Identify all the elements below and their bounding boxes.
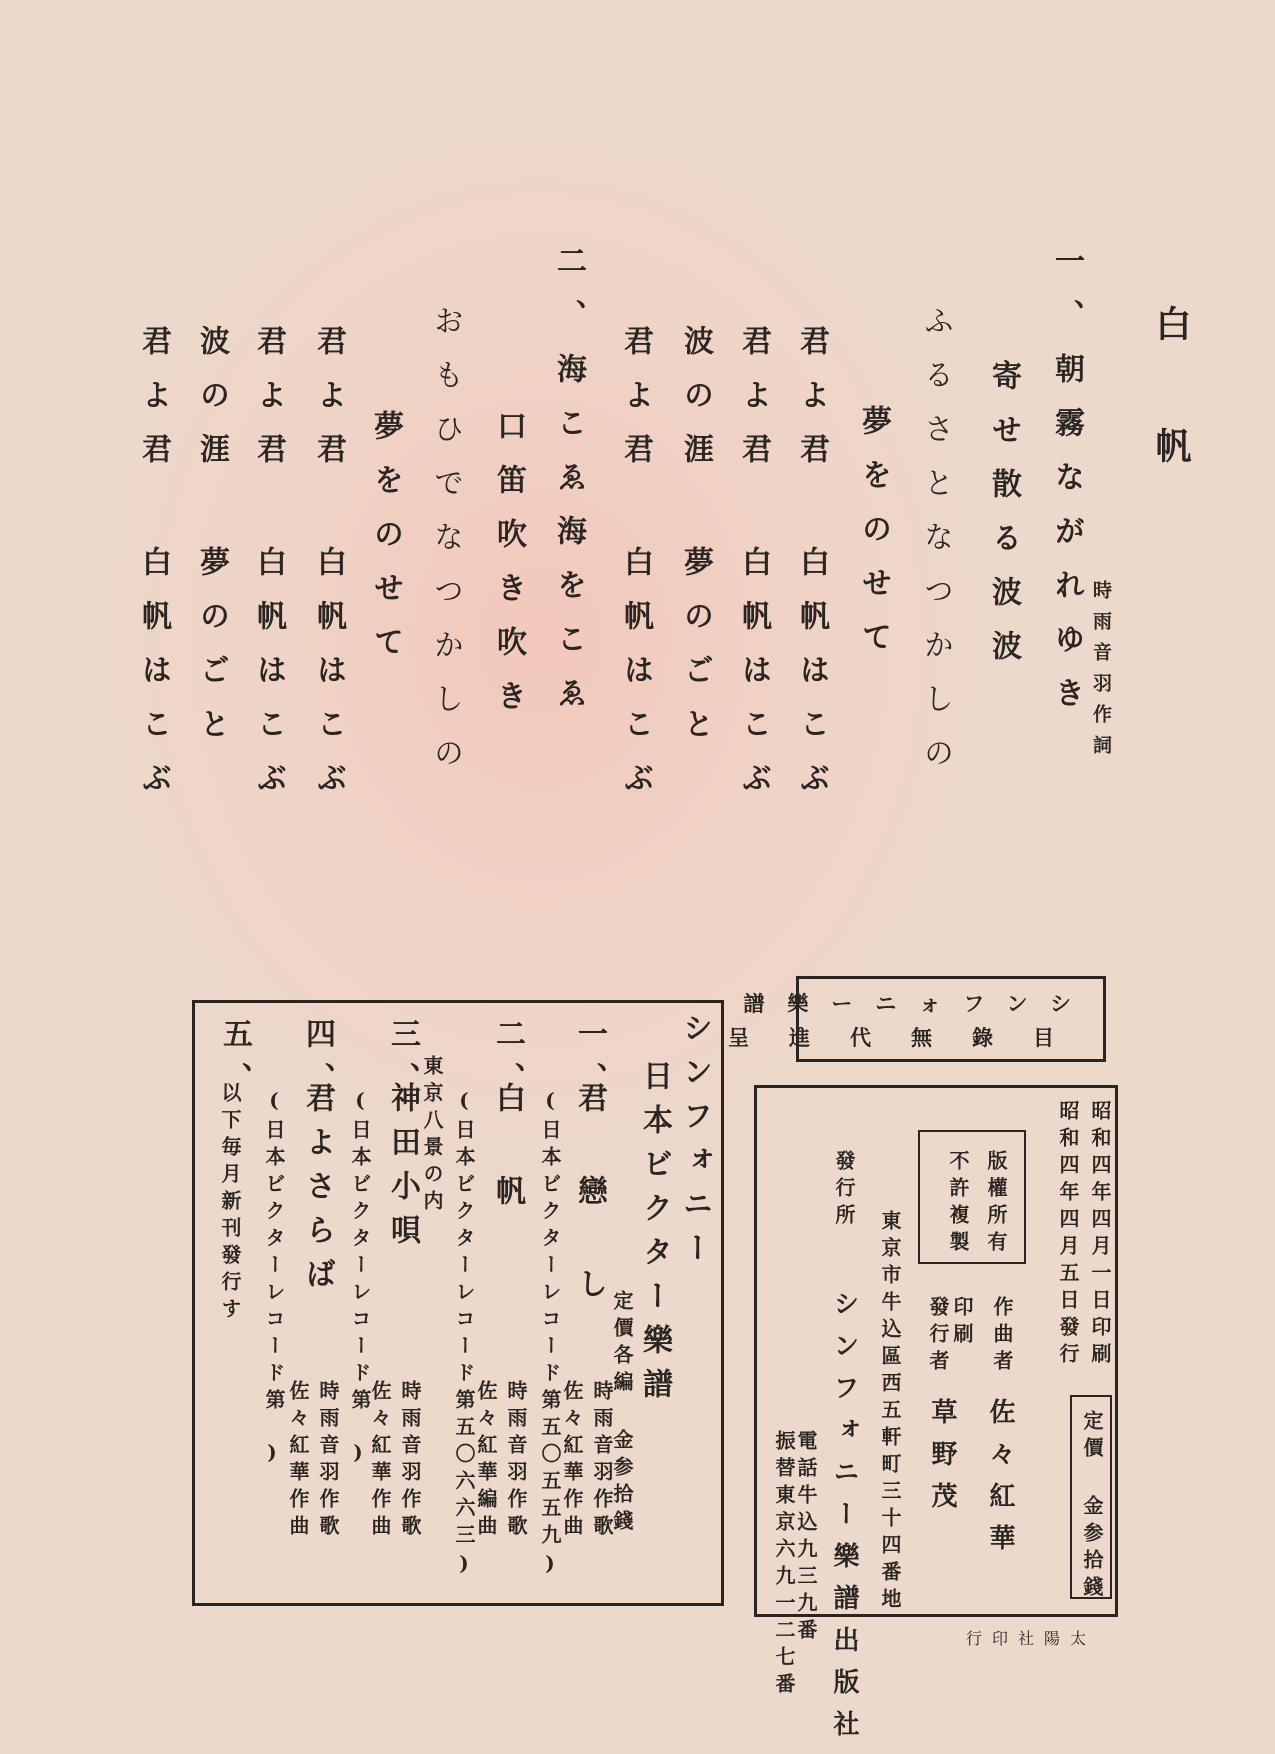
verse-2-line-2: 口笛吹き吹き [491, 410, 526, 734]
catalog-item-3-composer: 佐々紅華作曲 [368, 1380, 392, 1542]
catalog-item-3-num: 三、 [385, 1018, 420, 1106]
catalog-item-2-title: 白 帆 [490, 1082, 525, 1219]
verse-1-line-8: 君よ君 白帆はこぶ [618, 325, 653, 816]
verse-1-line-3: ふるさとなつかしの [918, 305, 953, 791]
printer-footer: 太陽社印行 [966, 1629, 1097, 1648]
lyricist-credit: 時雨音羽作詞 [1090, 580, 1112, 766]
phone: 電話牛込九三九番 [794, 1430, 818, 1646]
verse-2-line-6: 君よ君 白帆はこぶ [251, 325, 286, 816]
catalog-item-1-lyricist: 時雨音羽作歌 [590, 1380, 614, 1542]
verse-1-line-6: 君よ君 白帆はこぶ [736, 325, 771, 816]
publisher-label: 發行者 [926, 1296, 950, 1377]
catalog-label: 日本ビクター樂譜 [637, 1060, 672, 1412]
verse-1-line-4: 夢をのせて [856, 405, 891, 675]
print-date: 昭和四年四月一日印刷 [1088, 1100, 1112, 1370]
catalog-item-2-lyricist: 時雨音羽作歌 [504, 1380, 528, 1542]
verse-2-line-7: 波の涯 夢のごと [194, 325, 229, 762]
printer-label: 印刷 [950, 1296, 974, 1350]
catalog-item-1-composer: 佐々紅華作曲 [560, 1380, 584, 1542]
catalog-item-3-record: (日本ビクターレコード第 [348, 1088, 372, 1416]
catalog-item-5-title: 以下毎月新刊發行す [218, 1082, 242, 1325]
catalog-item-4-title: 君よさらば [300, 1082, 335, 1302]
catalog-item-1-record: (日本ビクターレコード第五〇五五九) [538, 1088, 562, 1582]
rights-line-1: 版權所有 [984, 1150, 1008, 1258]
catalog-item-3-title: 神田小唄 [385, 1082, 420, 1258]
catalog-notice-line-2: 目錄無代進呈 [728, 1025, 1094, 1050]
verse-1-line-7: 波の涯 夢のごと [678, 325, 713, 762]
catalog-item-4-record: (日本ビクターレコード第 [262, 1088, 286, 1416]
verse-2-line-5: 君よ君 白帆はこぶ [311, 325, 346, 816]
catalog-price-note: 定價各編 金参拾錢 [610, 1290, 634, 1537]
catalog-item-1-title: 君 戀 し [572, 1082, 607, 1312]
composer-name: 佐々紅華 [985, 1398, 1015, 1566]
catalog-item-2-num: 二、 [490, 1018, 525, 1106]
price: 定價 金参拾錢 [1080, 1410, 1104, 1603]
publisher-house-label: 發行所 [832, 1150, 856, 1231]
verse-1-line-1: 一、朝霧ながれゆき [1049, 245, 1084, 731]
printer-publisher-name: 草野茂 [927, 1398, 957, 1524]
catalog-item-4-lyricist: 時雨音羽作歌 [316, 1380, 340, 1542]
catalog-item-3-record-end: ) [346, 1440, 370, 1471]
verse-2-line-8: 君よ君 白帆はこぶ [136, 325, 171, 816]
page-title: 白 帆 [1150, 305, 1192, 485]
verse-2-line-3: おもひでなつかしの [428, 305, 463, 791]
publish-date: 昭和四年四月五日發行 [1056, 1100, 1080, 1370]
verse-2-line-1: 二、海こゑ海をこゑ [551, 245, 586, 731]
catalog-item-4-record-end: ) [260, 1440, 284, 1471]
catalog-series-title: シンフォニー [677, 1012, 712, 1276]
catalog-item-2-composer: 佐々紅華編曲 [474, 1380, 498, 1542]
composer-label: 作曲者 [990, 1296, 1014, 1377]
catalog-item-1-num: 一、 [572, 1018, 607, 1106]
verse-1-line-2: 寄せ散る波波 [986, 360, 1021, 684]
catalog-item-3-note: 東京八景の内 [420, 1055, 444, 1217]
catalog-item-5-num: 五、 [217, 1018, 252, 1106]
publisher-house: シンフォニー樂譜出版社 [829, 1290, 859, 1752]
catalog-item-4-num: 四、 [300, 1018, 335, 1106]
catalog-item-2-record: (日本ビクターレコード第五〇六六三) [452, 1088, 476, 1582]
catalog-notice-line-1: シンフォニー樂譜 [743, 991, 1094, 1016]
rights-line-2: 不許複製 [946, 1150, 970, 1258]
verse-2-line-4: 夢をのせて [368, 410, 403, 680]
address: 東京市牛込區西五軒町三十四番地 [878, 1210, 902, 1615]
account: 振替東京六九一二七番 [772, 1430, 796, 1700]
verse-1-line-5: 君よ君 白帆はこぶ [794, 325, 829, 816]
catalog-item-4-composer: 佐々紅華作曲 [286, 1380, 310, 1542]
catalog-item-3-lyricist: 時雨音羽作歌 [398, 1380, 422, 1542]
